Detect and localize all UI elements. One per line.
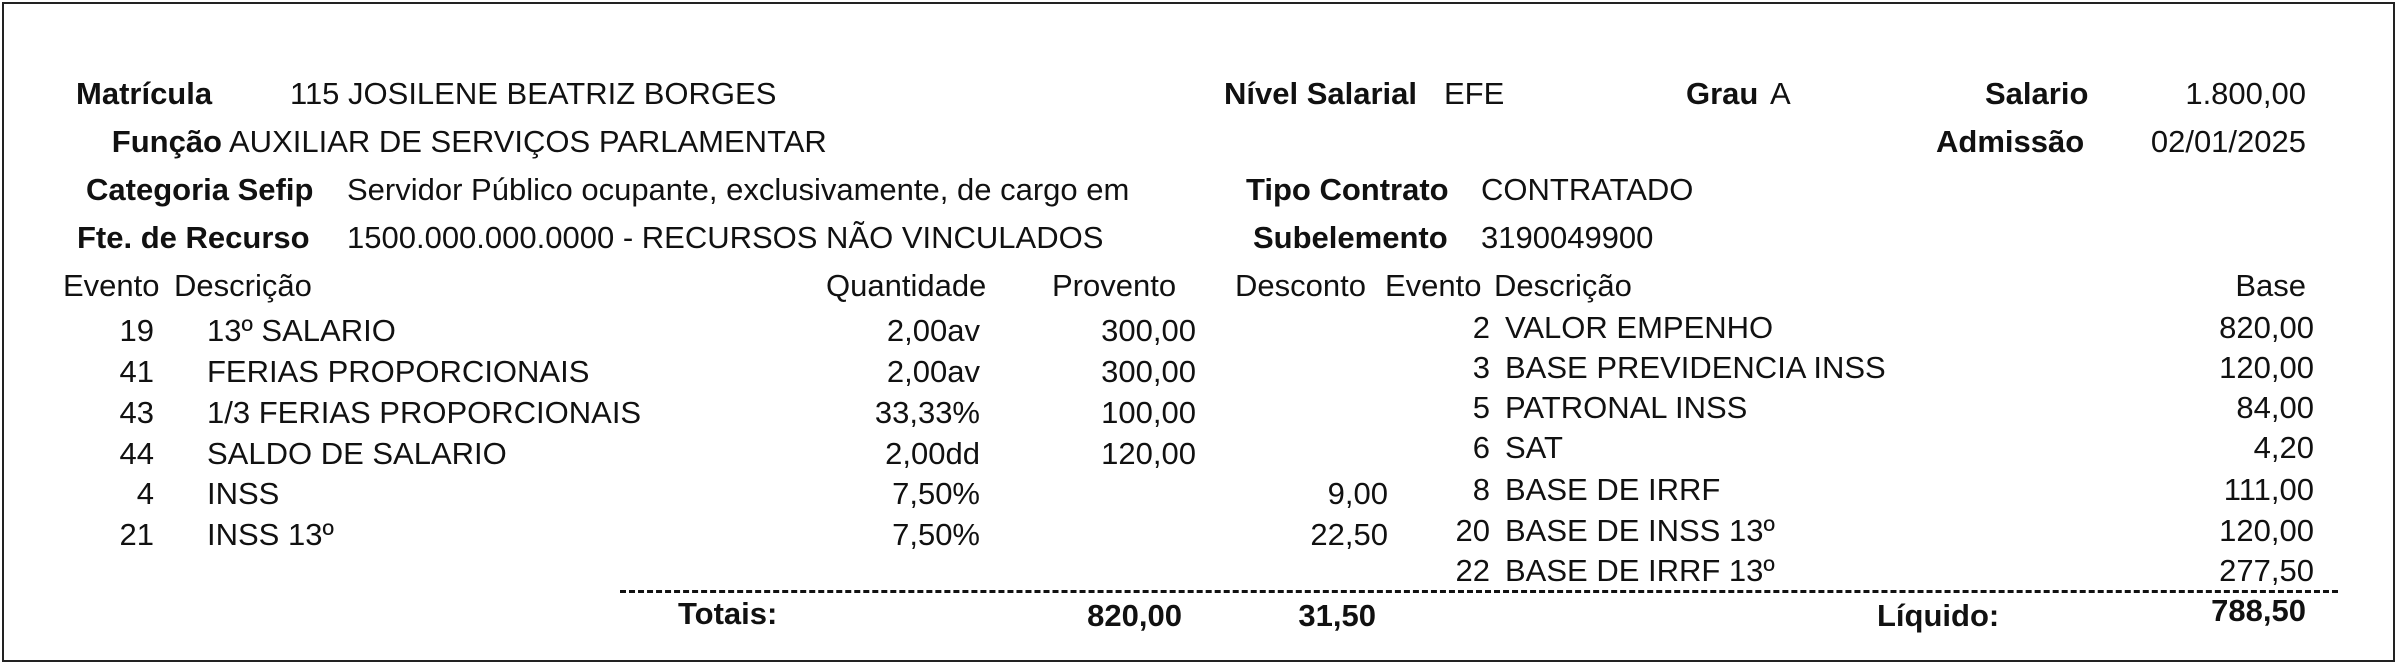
admissao-value: 02/01/2025 (2150, 124, 2306, 159)
right-row-evento: 8 (1472, 472, 1490, 507)
matricula-value: 115 JOSILENE BEATRIZ BORGES (290, 76, 777, 111)
right-row-base: 120,00 (2219, 350, 2314, 385)
totals-divider (620, 590, 2338, 593)
left-header-descricao: Descrição (174, 268, 312, 303)
left-row-provento: 300,00 (1101, 354, 1196, 389)
totals-desconto: 31,50 (1298, 598, 1376, 633)
subelemento-value: 3190049900 (1481, 220, 1654, 255)
left-row-desconto: 9,00 (1327, 476, 1388, 511)
left-row-quantidade: 7,50% (892, 476, 980, 511)
left-header-provento: Provento (1052, 268, 1177, 303)
nivel-salarial-value: EFE (1444, 76, 1505, 111)
matricula-label: Matrícula (76, 76, 213, 111)
left-row-evento: 19 (119, 313, 154, 348)
grau-label: Grau (1686, 76, 1759, 111)
left-row-provento: 120,00 (1101, 436, 1196, 471)
tipo-contrato-label: Tipo Contrato (1246, 172, 1449, 207)
right-row-descricao: SAT (1505, 430, 1563, 465)
liquido-value: 788,50 (2211, 593, 2306, 628)
right-row-base: 120,00 (2219, 513, 2314, 548)
left-row-evento: 43 (119, 395, 154, 430)
left-row-descricao: 1/3 FERIAS PROPORCIONAIS (207, 395, 642, 430)
left-row-evento: 4 (136, 476, 154, 511)
totals-provento: 820,00 (1087, 598, 1182, 633)
right-row-evento: 5 (1472, 390, 1490, 425)
admissao-label: Admissão (1936, 124, 2085, 159)
right-row-evento: 22 (1455, 553, 1490, 588)
left-row-evento: 21 (119, 517, 154, 552)
left-row-desconto: 22,50 (1310, 517, 1388, 552)
left-row-provento: 100,00 (1101, 395, 1196, 430)
right-row-base: 277,50 (2219, 553, 2314, 588)
left-row-quantidade: 7,50% (892, 517, 980, 552)
fonte-recurso-label: Fte. de Recurso (77, 220, 310, 255)
right-row-evento: 6 (1472, 430, 1490, 465)
left-row-evento: 44 (119, 436, 154, 471)
left-row-quantidade: 2,00av (886, 354, 980, 389)
right-row-evento: 3 (1472, 350, 1490, 385)
right-row-base: 111,00 (2223, 472, 2314, 507)
right-row-descricao: BASE DE IRRF 13º (1505, 553, 1775, 588)
left-header-desconto: Desconto (1235, 268, 1366, 303)
liquido-label: Líquido: (1877, 598, 2000, 633)
salario-label: Salario (1985, 76, 2089, 111)
left-row-descricao: SALDO DE SALARIO (207, 436, 507, 471)
left-row-provento: 300,00 (1101, 313, 1196, 348)
right-row-base: 84,00 (2236, 390, 2314, 425)
left-row-quantidade: 2,00av (886, 313, 980, 348)
right-row-descricao: BASE DE IRRF (1505, 472, 1721, 507)
left-row-quantidade: 33,33% (874, 395, 980, 430)
right-row-descricao: VALOR EMPENHO (1505, 310, 1774, 345)
funcao-value: AUXILIAR DE SERVIÇOS PARLAMENTAR (229, 124, 827, 159)
grau-value: A (1770, 76, 1791, 111)
fonte-recurso-value: 1500.000.000.0000 - RECURSOS NÃO VINCULADOS (347, 220, 1104, 255)
right-row-descricao: PATRONAL INSS (1505, 390, 1748, 425)
right-header-base: Base (2235, 268, 2306, 303)
tipo-contrato-value: CONTRATADO (1481, 172, 1694, 207)
salario-value: 1.800,00 (2185, 76, 2306, 111)
left-header-evento: Evento (63, 268, 160, 303)
right-row-descricao: BASE PREVIDENCIA INSS (1505, 350, 1886, 385)
left-row-descricao: FERIAS PROPORCIONAIS (207, 354, 590, 389)
left-row-descricao: INSS 13º (207, 517, 334, 552)
totals-label: Totais: (678, 596, 778, 631)
left-header-quantidade: Quantidade (826, 268, 987, 303)
right-row-evento: 2 (1472, 310, 1490, 345)
subelemento-label: Subelemento (1253, 220, 1448, 255)
left-row-descricao: INSS (207, 476, 280, 511)
nivel-salarial-label: Nível Salarial (1224, 76, 1418, 111)
categoria-sefip-value: Servidor Público ocupante, exclusivamente, de cargo em (347, 172, 1130, 207)
right-header-descricao: Descrição (1494, 268, 1632, 303)
funcao-label: Função (111, 124, 222, 159)
right-row-base: 820,00 (2219, 310, 2314, 345)
right-row-descricao: BASE DE INSS 13º (1505, 513, 1775, 548)
left-row-evento: 41 (119, 354, 154, 389)
left-row-quantidade: 2,00dd (885, 436, 980, 471)
right-header-evento: Evento (1385, 268, 1482, 303)
left-row-descricao: 13º SALARIO (207, 313, 396, 348)
categoria-sefip-label: Categoria Sefip (86, 172, 314, 207)
right-row-base: 4,20 (2253, 430, 2314, 465)
right-row-evento: 20 (1455, 513, 1490, 548)
